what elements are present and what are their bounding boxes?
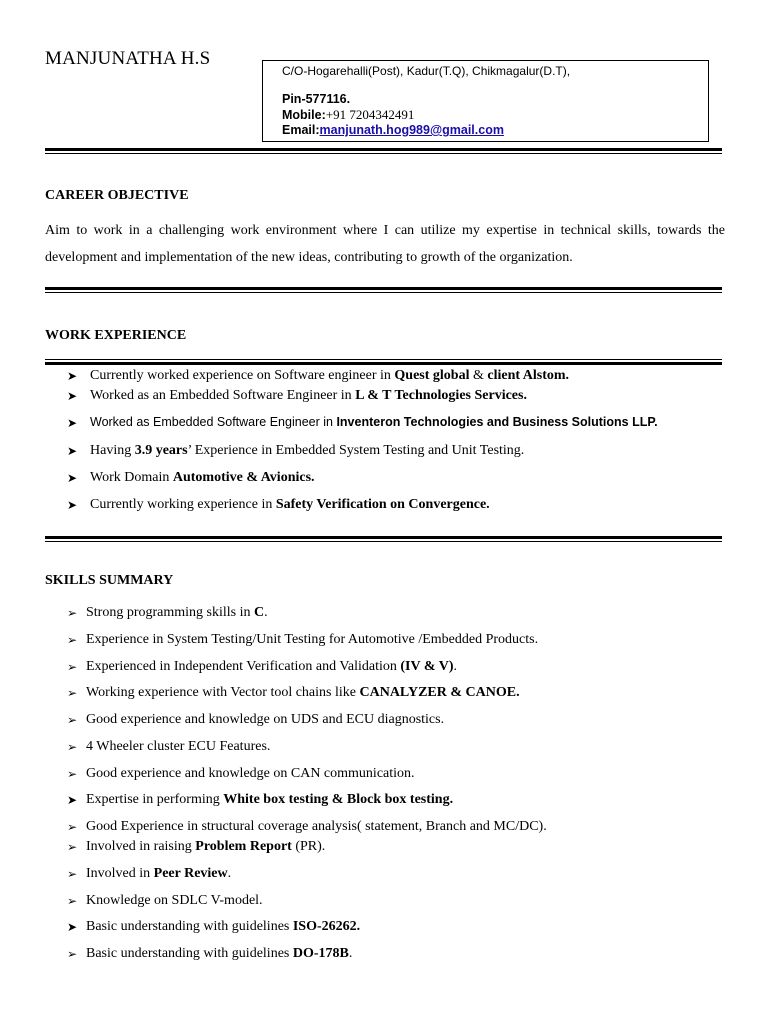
arrow-bullet-icon: ➤ (67, 471, 78, 485)
arrow-bullet-icon: ➢ (67, 947, 78, 961)
arrow-bullet-icon: ➢ (67, 660, 78, 674)
arrow-bullet-icon: ➢ (67, 633, 78, 647)
career-objective-heading: CAREER OBJECTIVE (45, 188, 189, 203)
section-divider (45, 148, 722, 154)
arrow-bullet-icon: ➢ (67, 820, 78, 834)
arrow-bullet-icon: ➤ (67, 369, 78, 383)
section-divider (45, 536, 722, 542)
mobile-value: +91 7204342491 (325, 107, 415, 122)
career-objective-text: Aim to work in a challenging work environment where I can utilize my expertise in technical skills, towards the development and implementation of the new ideas, contributing to growth of the organization. (45, 223, 725, 265)
pin-code: Pin-577116. (282, 92, 351, 106)
arrow-bullet-icon: ➢ (67, 840, 78, 854)
arrow-bullet-icon: ➢ (67, 740, 78, 754)
arrow-bullet-icon: ➤ (67, 416, 78, 430)
arrow-bullet-icon: ➤ (67, 389, 78, 403)
section-divider (45, 359, 722, 365)
section-divider (45, 287, 722, 293)
arrow-bullet-icon: ➢ (67, 867, 78, 881)
arrow-bullet-icon: ➢ (67, 606, 78, 620)
arrow-bullet-icon: ➢ (67, 767, 78, 781)
arrow-bullet-icon: ➤ (67, 793, 78, 807)
mobile-line (282, 107, 708, 123)
skills-summary-heading: SKILLS SUMMARY (45, 573, 174, 588)
arrow-bullet-icon: ➤ (67, 498, 78, 512)
arrow-bullet-icon: ➢ (67, 686, 78, 700)
email-link[interactable]: manjunath.hog989@gmail.com (319, 123, 504, 137)
email-line (282, 123, 708, 138)
arrow-bullet-icon: ➤ (67, 920, 78, 934)
arrow-bullet-icon: ➢ (67, 894, 78, 908)
arrow-bullet-icon: ➤ (67, 444, 78, 458)
address: C/O-Hogarehalli(Post), Kadur(T.Q), Chikmagalur(D.T), (282, 64, 571, 78)
mobile-label: Mobile: (282, 108, 326, 122)
candidate-name: MANJUNATHA H.S (45, 48, 211, 69)
contact-box (262, 60, 709, 142)
arrow-bullet-icon: ➢ (67, 713, 78, 727)
email-label: Email: (282, 123, 320, 137)
work-experience-heading: WORK EXPERIENCE (45, 328, 187, 343)
